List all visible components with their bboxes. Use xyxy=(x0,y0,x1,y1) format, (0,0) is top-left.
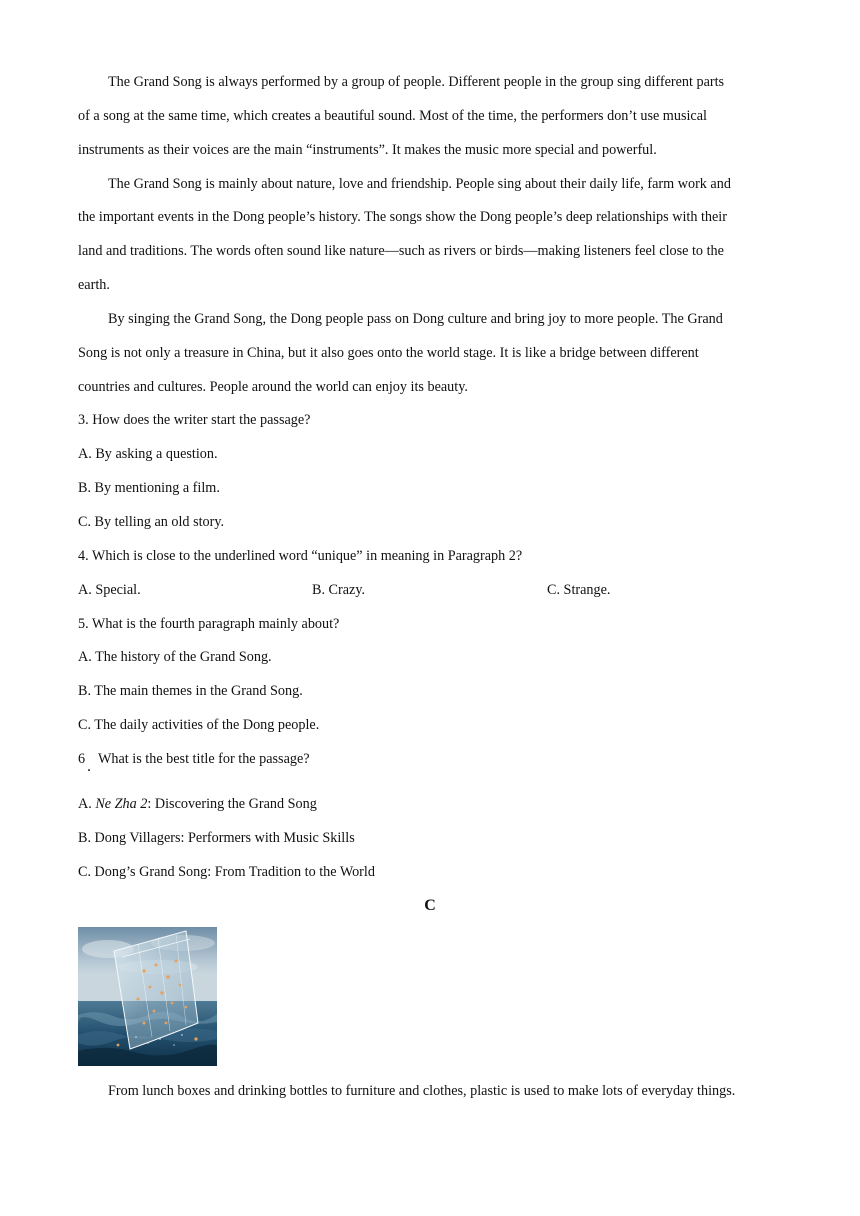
question-6 xyxy=(78,743,782,890)
answer-option-c: C. Dong’s Grand Song: From Tradition to the World xyxy=(78,863,375,880)
question-3 xyxy=(78,404,782,539)
text-line: of a song at the same time, which creates a beautiful sound. Most of the time, the performers don’t use musical xyxy=(78,107,707,124)
answer-option-b: B. Crazy. xyxy=(312,581,366,598)
answer-option-a: A. Ne Zha 2: Discovering the Grand Song xyxy=(78,795,317,812)
answer-option-c: C. Strange. xyxy=(547,581,611,598)
answer-option-b: B. By mentioning a film. xyxy=(78,480,220,497)
answer-option-b: B. The main themes in the Grand Song. xyxy=(78,683,303,700)
question-number: 6 xyxy=(78,750,86,767)
question-stem: 3. How does the writer start the passage? xyxy=(78,412,311,429)
question-5 xyxy=(78,608,782,743)
paragraph-bridge xyxy=(78,303,782,405)
question-stem: 5. What is the fourth paragraph mainly about? xyxy=(78,615,340,632)
text-line: Song is not only a treasure in China, but it also goes onto the world stage. It is like a bridge between different xyxy=(78,344,699,361)
text-line: land and traditions. The words often sound like nature—such as rivers or birds—making listeners feel close to the xyxy=(78,243,724,260)
text-line: the important events in the Dong people’s history. The songs show the Dong people’s deep relationships with their xyxy=(78,209,727,226)
question-4 xyxy=(78,540,782,608)
plastic-sheet-over-ocean-illustration xyxy=(78,927,217,1066)
question-stem: 4. Which is close to the underlined word “unique” in meaning in Paragraph 2? xyxy=(78,547,523,564)
answer-options-row xyxy=(78,574,782,608)
text-line: From lunch boxes and drinking bottles to furniture and clothes, plastic is used to make lots of everyday things. xyxy=(108,1083,736,1100)
text-line: The Grand Song is always performed by a group of people. Different people in the group sing different parts xyxy=(108,74,725,90)
text-line: instruments as their voices are the main “instruments”. It makes the music more special and powerful. xyxy=(78,141,657,158)
section-heading: C xyxy=(424,897,436,915)
paragraph-nature-love xyxy=(78,168,782,303)
text-line: earth. xyxy=(78,277,110,294)
answer-option-b: B. Dong Villagers: Performers with Music Skills xyxy=(78,829,355,846)
question-stem xyxy=(78,743,782,788)
answer-option-a: A. By asking a question. xyxy=(78,446,218,463)
answer-option-c: C. The daily activities of the Dong people. xyxy=(78,717,320,734)
text-line: countries and cultures. People around the world can enjoy its beauty. xyxy=(78,378,468,395)
document-page xyxy=(78,66,782,1109)
text-line: By singing the Grand Song, the Dong people pass on Dong culture and bring joy to more people. The Grand xyxy=(108,310,723,327)
film-title: Ne Zha 2 xyxy=(95,795,148,812)
answer-option-a: A. The history of the Grand Song. xyxy=(78,649,272,666)
question-number-dot: . xyxy=(87,757,91,775)
paragraph-grand-song-group xyxy=(78,66,782,168)
answer-option-a: A. Special. xyxy=(78,581,141,598)
answer-option-c: C. By telling an old story. xyxy=(78,513,225,530)
text-line: The Grand Song is mainly about nature, love and friendship. People sing about their daily life, farm work and xyxy=(108,175,731,192)
question-text: What is the best title for the passage? xyxy=(98,750,310,767)
